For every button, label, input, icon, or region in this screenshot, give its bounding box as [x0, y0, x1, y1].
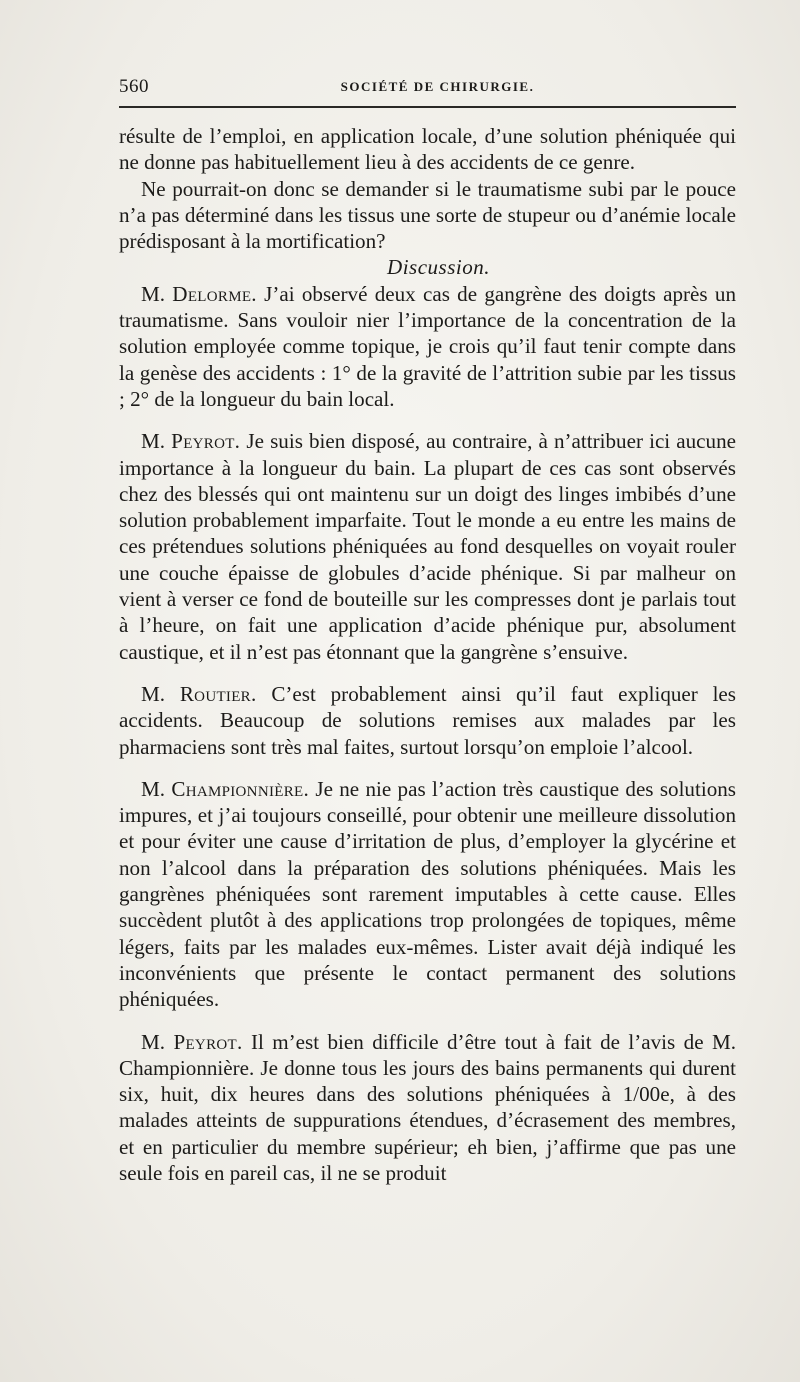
running-title: SOCIÉTÉ DE CHIRURGIE.: [340, 79, 535, 94]
intervention-delorme: [119, 281, 736, 412]
speaker-name: Peyrot.: [171, 429, 241, 454]
page-number: 560: [119, 76, 149, 97]
intervention-text: J’ai observé deux cas de gangrène des doigts après un traumatisme. Sans vouloir nier l’importance de la concentration de la solution employée comme topique, je crois qu’il faut tenir compte dans la genèse des accidents : 1° de la gravité de l’attrition subie par les tissus ; 2° de la longueur du bain local.: [119, 281, 736, 411]
speaker-name: Routier.: [179, 681, 257, 706]
intervention-routier: [119, 681, 736, 760]
speaker-title: M.: [141, 429, 166, 454]
page-header: [119, 76, 736, 102]
speaker-title: M.: [141, 1029, 166, 1054]
intervention-text: Je ne nie pas l’action très caustique des solutions impures, et j’ai toujours conseillé, pour obtenir une meilleure dissolution et pour éviter une cause d’irritation de plus, d’employer la glycérine et non l’alcool dans la préparation des solutions phéniquées. Mais les gangrènes phéniquées sont rarement imputables à cette cause. Elles succèdent plutôt à des applications trop prolongées de topiques, même légers, faits par les malades eux-mêmes. Lister avait déjà indiqué les inconvénients que présente le contact permanent des solutions phéniquées.: [119, 776, 736, 1012]
speaker-title: M.: [141, 681, 166, 706]
speaker-title: M.: [141, 776, 166, 801]
speaker-title: M.: [141, 281, 166, 306]
speaker-name: Delorme.: [172, 281, 257, 306]
intervention-text: Il m’est bien difficile d’être tout à fait de l’avis de M. Championnière. Je donne tous les jours des bains permanents qui durent six, huit, dix heures dans des solutions phéniquées à 1/00e, à des malades atteints de suppurations étendues, d’écrasement des membres, et en particulier du membre supérieur; eh bien, j’affirme que pas une seule fois en pareil cas, il ne se produit: [119, 1029, 736, 1185]
speaker-name: Peyrot.: [173, 1029, 243, 1054]
header-rule: [119, 106, 736, 108]
intervention-peyrot-1: [119, 428, 736, 665]
intervention-text: C’est probablement ainsi qu’il faut expliquer les accidents. Beaucoup de solutions remises aux malades par les pharmaciens sont très mal faites, surtout lorsqu’on emploie l’alcool.: [119, 681, 737, 759]
intervention-peyrot-2: [119, 1029, 736, 1187]
paragraph-continuation: résulte de l’emploi, en application locale, d’une solution phéniquée qui ne donne pas habituellement lieu à des accidents de ce genre.: [119, 124, 736, 175]
speaker-name: Championnière.: [171, 776, 310, 801]
intervention-text: Je suis bien disposé, au contraire, à n’attribuer ici aucune importance à la longueur du bain. La plupart de ces cas sont observés chez des blessés qui ont maintenu sur un doigt des linges imbibés d’une solution probablement imparfaite. Tout le monde a eu entre les mains de ces prétendues solutions phéniquées au fond desquelles on voyait rouler une couche épaisse de globules d’acide phénique. Si par malheur on vient à verser ce fond de bouteille sur les compresses dont je parlais tout à l’heure, on fait une application d’acide phénique pur, absolument caustique, et il n’est pas étonnant que la gangrène s’ensuive.: [119, 429, 737, 664]
body-text: [119, 123, 736, 1186]
paragraph-question: Ne pourrait-on donc se demander si le traumatisme subi par le pouce n’a pas déterminé dans les tissus une sorte de stupeur ou d’anémie locale prédisposant à la mortification?: [119, 176, 736, 254]
intervention-championniere: [119, 776, 736, 1013]
section-heading: Discussion.: [387, 255, 490, 280]
